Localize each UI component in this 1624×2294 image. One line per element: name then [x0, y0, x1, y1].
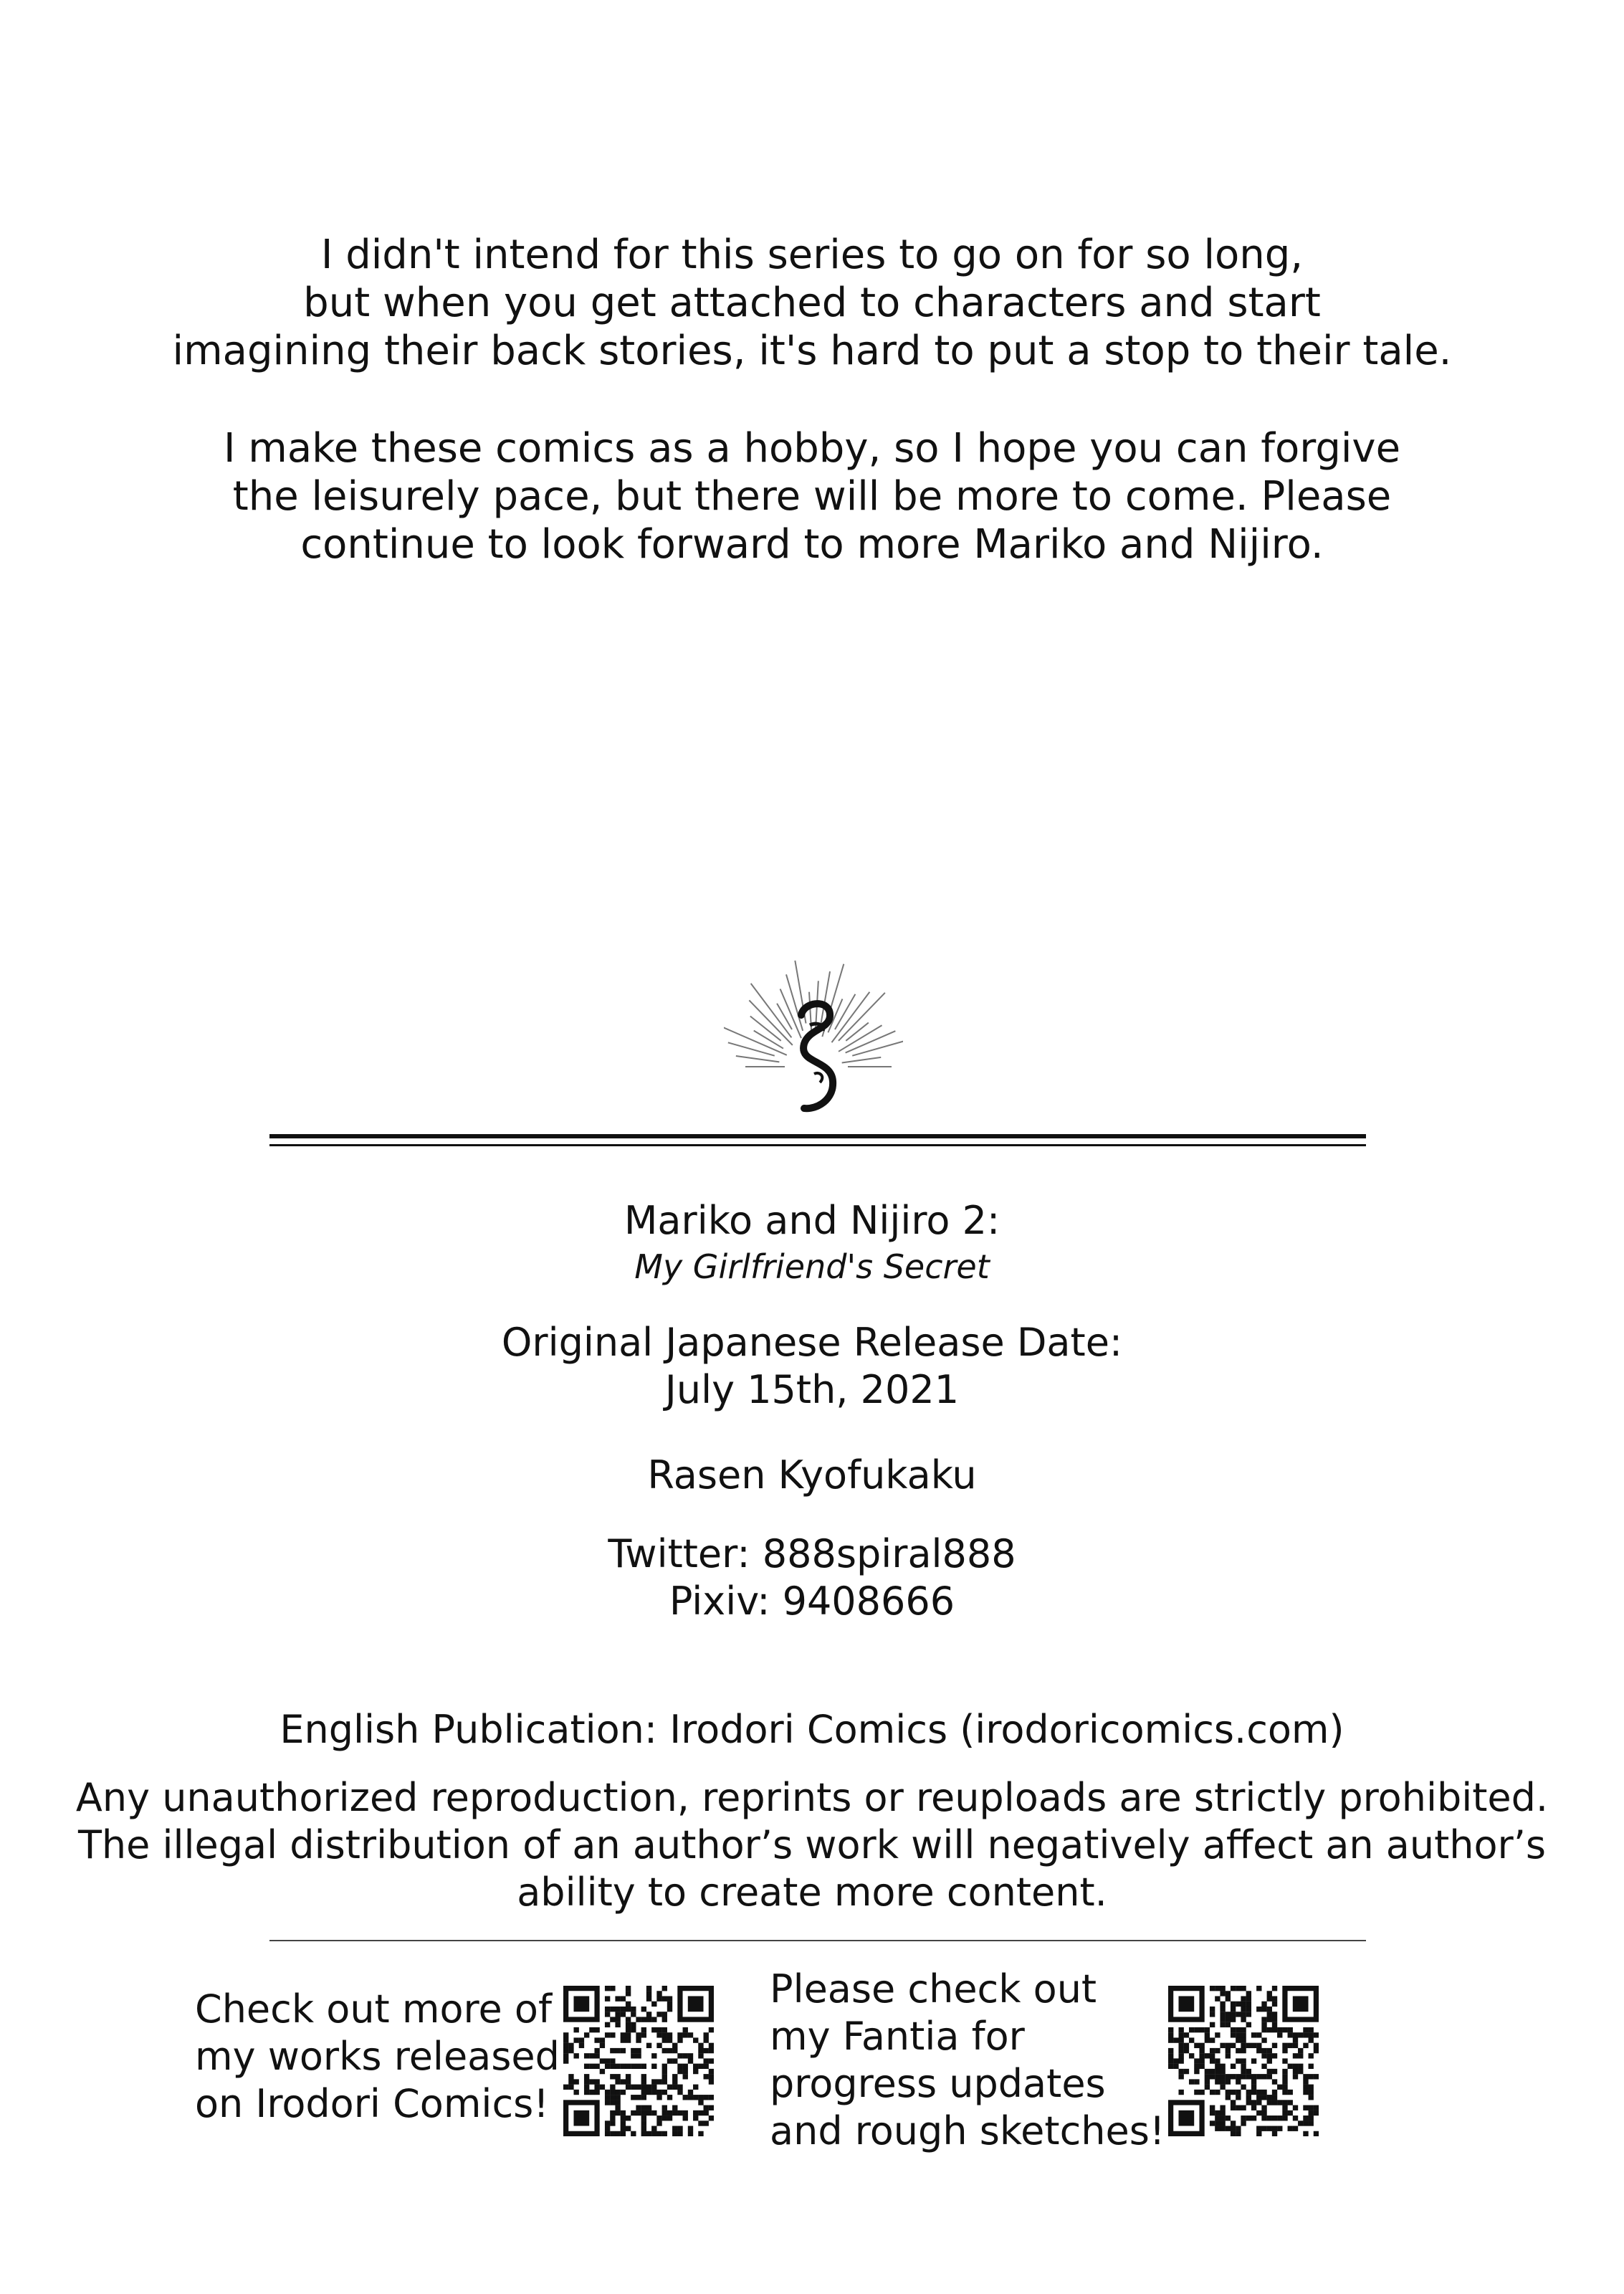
release-block: [0, 1319, 1624, 1414]
irodori-promo: [195, 1986, 560, 2128]
promo-line: my works released: [195, 2034, 560, 2079]
irodori-qr-code-icon[interactable]: [563, 1986, 714, 2136]
release-label: Original Japanese Release Date:: [501, 1320, 1123, 1365]
promo-line: and rough sketches!: [770, 2108, 1165, 2153]
promo-line: Check out more of: [195, 1986, 552, 2032]
author-name: Rasen Kyofukaku: [647, 1452, 977, 1498]
author-block: [0, 1452, 1624, 1499]
fantia-promo: [770, 1966, 1165, 2155]
intro-line: imagining their back stories, it's hard to put a stop to their tale.: [172, 328, 1452, 374]
spiral-logo-icon: [724, 959, 903, 1117]
fantia-qr-code-icon[interactable]: [1168, 1986, 1319, 2136]
twitter-handle: Twitter: 888spiral888: [608, 1531, 1016, 1576]
social-block: [0, 1531, 1624, 1625]
book-subtitle: My Girlfriend's Secret: [634, 1247, 990, 1286]
release-date: July 15th, 2021: [664, 1367, 960, 1412]
intro-paragraph-1: [0, 231, 1624, 375]
promo-line: on Irodori Comics!: [195, 2081, 549, 2126]
divider-rule-thin: [269, 1144, 1366, 1146]
copyright-notice: [0, 1774, 1624, 1916]
promo-line: my Fantia for: [770, 2014, 1025, 2059]
intro-line: continue to look forward to more Mariko and Nijiro.: [300, 521, 1324, 568]
credits-title-block: [0, 1197, 1624, 1289]
publication-block: [0, 1706, 1624, 1753]
notice-line: The illegal distribution of an author’s work will negatively affect an author’s: [77, 1822, 1547, 1867]
intro-line: I make these comics as a hobby, so I hope you can forgive: [223, 425, 1401, 472]
intro-paragraph-2: [0, 424, 1624, 568]
pixiv-id: Pixiv: 9408666: [669, 1579, 955, 1624]
intro-line: the leisurely pace, but there will be more to come. Please: [232, 473, 1392, 520]
publisher-line: English Publication: Irodori Comics (irodoricomics.com): [280, 1707, 1344, 1752]
promo-line: progress updates: [770, 2061, 1106, 2106]
divider-rule-thick: [269, 1134, 1366, 1138]
intro-line: but when you get attached to characters and start: [303, 280, 1321, 326]
footer-divider: [269, 1940, 1366, 1941]
notice-line: ability to create more content.: [517, 1870, 1107, 1915]
intro-line: I didn't intend for this series to go on for so long,: [320, 232, 1304, 278]
notice-line: Any unauthorized reproduction, reprints or reuploads are strictly prohibited.: [75, 1775, 1549, 1820]
book-title: Mariko and Nijiro 2:: [624, 1198, 1000, 1243]
promo-line: Please check out: [770, 1966, 1097, 2012]
